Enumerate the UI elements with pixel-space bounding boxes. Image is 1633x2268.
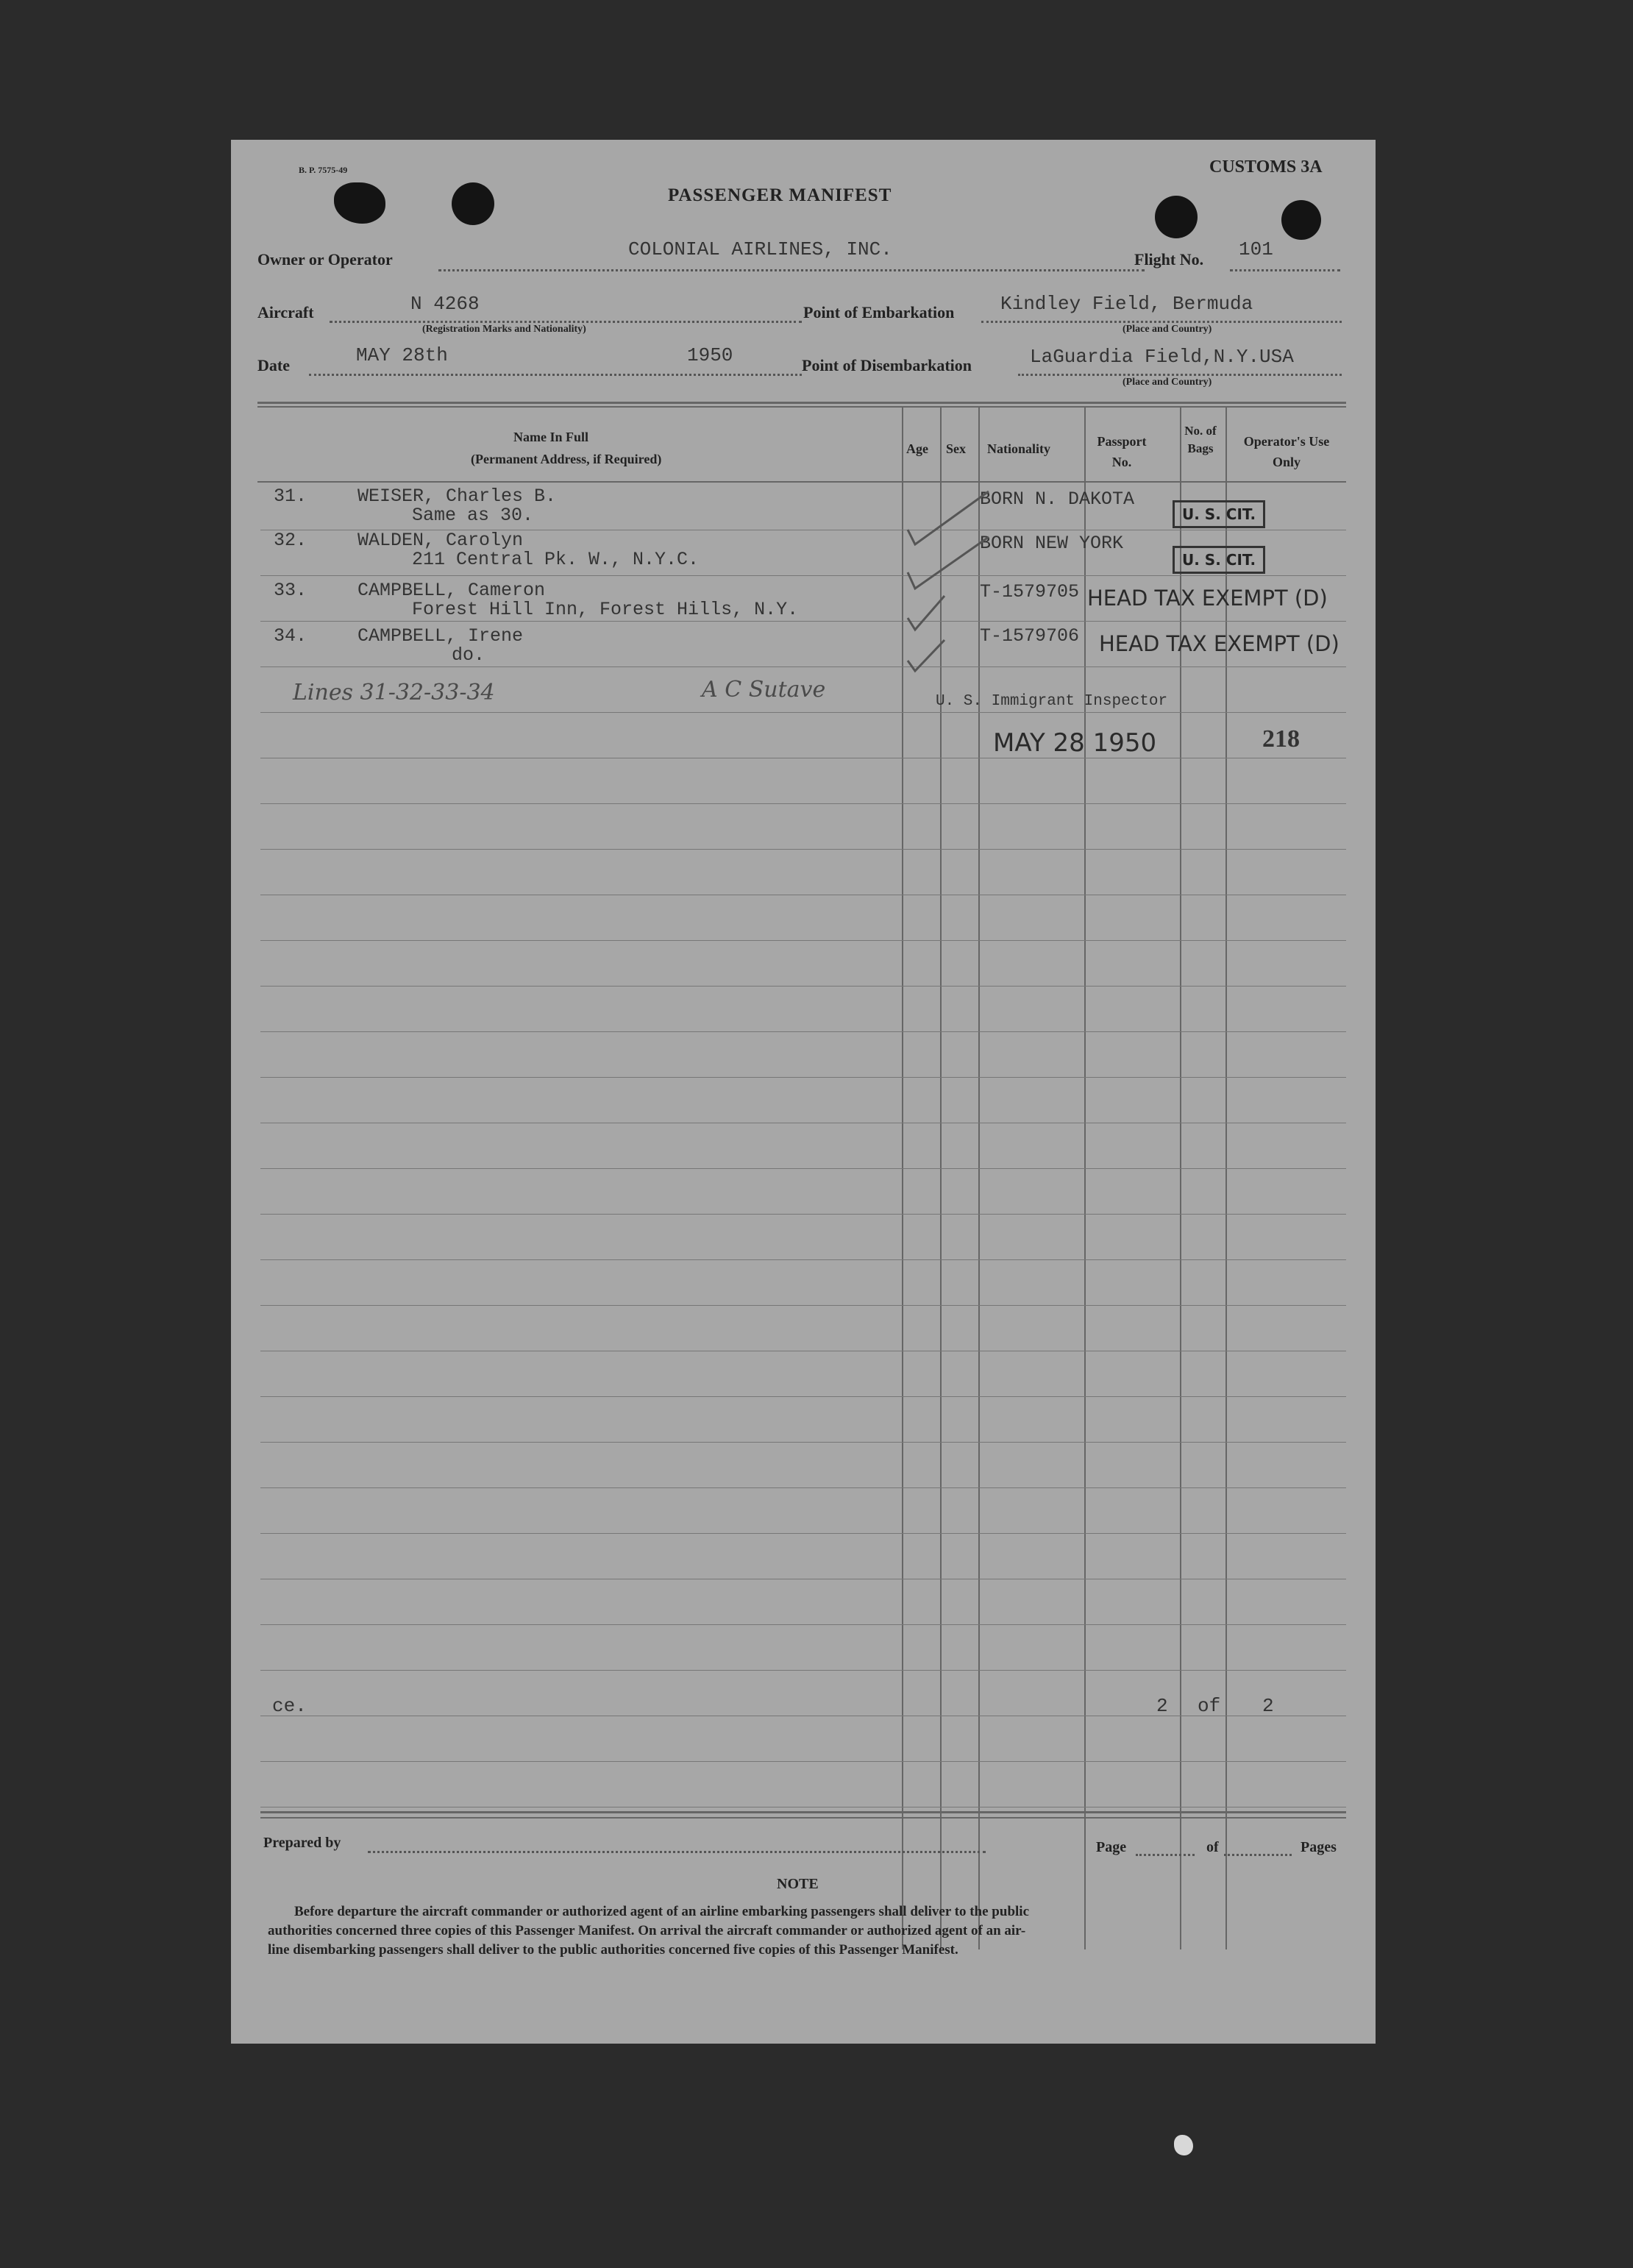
passenger-name: WEISER, Charles B. <box>357 486 557 507</box>
head-tax-stamp: HEAD TAX EXEMPT (D) <box>1087 586 1328 611</box>
page-number: 2 <box>1156 1695 1168 1717</box>
date-year: 1950 <box>687 344 733 366</box>
citizen-stamp: U. S. CIT. <box>1173 546 1265 574</box>
record-number: 218 <box>1262 725 1300 753</box>
passenger-address: 211 Central Pk. W., N.Y.C. <box>412 549 700 570</box>
table-bottom-rule-1 <box>260 1811 1346 1813</box>
note-line-1: Before departure the aircraft commander or authorized agent of an airline embarking passengers shall deliver to the public <box>294 1904 1030 1919</box>
passenger-address: do. <box>452 644 485 666</box>
aircraft-sublabel: (Registration Marks and Nationality) <box>422 324 586 335</box>
row-rule <box>260 849 1346 850</box>
prepared-line <box>368 1851 986 1853</box>
embark-sublabel: (Place and Country) <box>1123 324 1212 335</box>
aircraft-line <box>330 321 802 323</box>
date-value: MAY 28th <box>356 344 448 366</box>
table-bottom-rule-2 <box>260 1817 1346 1819</box>
form-code: B. P. 7575-49 <box>299 165 348 175</box>
row-rule <box>260 575 1346 576</box>
pages-label: Pages <box>1301 1839 1337 1855</box>
passenger-name: CAMPBELL, Irene <box>357 625 524 647</box>
row-rule <box>260 1533 1346 1534</box>
row-rule <box>260 621 1346 622</box>
passenger-address: Forest Hill Inn, Forest Hills, N.Y. <box>412 599 799 620</box>
col-nationality-header: Nationality <box>987 441 1051 456</box>
table-top-rule-2 <box>257 406 1346 408</box>
inspector-signature: A C Sutave <box>702 677 826 703</box>
row-number: 32. <box>274 530 307 551</box>
punch-hole-1 <box>334 182 385 224</box>
passenger-nationality: BORN NEW YORK <box>980 533 1124 554</box>
head-tax-stamp: HEAD TAX EXEMPT (D) <box>1099 631 1340 656</box>
row-number: 34. <box>274 625 307 647</box>
embark-value: Kindley Field, Bermuda <box>1000 293 1253 315</box>
citizen-stamp: U. S. CIT. <box>1173 500 1265 528</box>
owner-value: COLONIAL AIRLINES, INC. <box>628 238 892 260</box>
row-rule <box>260 1168 1346 1169</box>
note-line-3: line disembarking passengers shall deliver to the public authorities concerned five copies of this Passenger Manifest. <box>268 1942 958 1958</box>
embark-line <box>981 321 1342 323</box>
passenger-address: Same as 30. <box>412 505 534 526</box>
row-rule <box>260 1259 1346 1260</box>
disembark-line <box>1018 374 1342 376</box>
col-sex-header: Sex <box>946 441 966 456</box>
note-line-2: authorities concerned three copies of this Passenger Manifest. On arrival the aircraft commander or authorized agent of an air- <box>268 1923 1026 1938</box>
manifest-sheet <box>231 140 1376 2044</box>
col-name-header: Name In Full <box>513 430 589 444</box>
row-rule <box>260 1077 1346 1078</box>
row-rule <box>260 1442 1346 1443</box>
prepared-label: Prepared by <box>263 1835 341 1851</box>
copies-note: ce. <box>272 1695 307 1717</box>
row-rule <box>260 712 1346 713</box>
handwritten-lines-note: Lines 31-32-33-34 <box>293 680 495 705</box>
table-top-rule-1 <box>257 402 1346 404</box>
flight-value: 101 <box>1239 238 1273 260</box>
disembark-label: Point of Disembarkation <box>802 356 972 374</box>
page-line <box>1136 1854 1195 1856</box>
header-bottom-rule <box>257 481 1346 483</box>
page-of: of <box>1198 1695 1221 1717</box>
row-rule <box>260 940 1346 941</box>
row-rule <box>260 1031 1346 1032</box>
row-rule <box>260 1487 1346 1488</box>
owner-label: Owner or Operator <box>257 250 393 269</box>
passenger-passport: T-1579705 <box>980 581 1080 602</box>
aircraft-value: N 4268 <box>410 293 480 315</box>
aircraft-label: Aircraft <box>257 303 314 321</box>
passenger-name: WALDEN, Carolyn <box>357 530 524 551</box>
of-label: of <box>1206 1839 1219 1855</box>
row-rule <box>260 1761 1346 1762</box>
disembark-value: LaGuardia Field,N.Y.USA <box>1030 346 1294 368</box>
stray-mark <box>1174 2135 1193 2155</box>
punch-hole-4 <box>1281 200 1321 240</box>
col-name-subheader: (Permanent Address, if Required) <box>471 452 662 466</box>
disembark-sublabel: (Place and Country) <box>1123 377 1212 388</box>
date-label: Date <box>257 356 290 374</box>
customs-label: CUSTOMS 3A <box>1209 157 1323 177</box>
punch-hole-3 <box>1155 196 1198 238</box>
passenger-passport: T-1579706 <box>980 625 1080 647</box>
embark-label: Point of Embarkation <box>803 303 955 321</box>
row-rule <box>260 986 1346 987</box>
row-number: 31. <box>274 486 307 507</box>
date-line <box>309 374 802 376</box>
owner-line <box>438 269 1145 271</box>
row-rule <box>260 1396 1346 1397</box>
col-divider-passport <box>1084 408 1086 1949</box>
form-title: PASSENGER MANIFEST <box>668 185 892 205</box>
col-operator-header: Operator's Use Only <box>1243 434 1330 469</box>
flight-label: Flight No. <box>1134 250 1204 269</box>
col-bags-header: No. of Bags <box>1184 424 1217 455</box>
passenger-name: CAMPBELL, Cameron <box>357 580 546 601</box>
row-rule <box>260 1670 1346 1671</box>
of-line <box>1224 1854 1292 1856</box>
passenger-nationality: BORN N. DAKOTA <box>980 488 1135 510</box>
row-rule <box>260 803 1346 804</box>
col-age-header: Age <box>906 441 928 456</box>
row-rule <box>260 666 1346 667</box>
inspector-title: U. S. Immigrant Inspector <box>936 693 1168 710</box>
flight-line <box>1230 269 1340 271</box>
page-total: 2 <box>1262 1695 1274 1717</box>
row-rule <box>260 1305 1346 1306</box>
page-label: Page <box>1096 1839 1127 1855</box>
row-number: 33. <box>274 580 307 601</box>
col-passport-header: Passport No. <box>1097 434 1147 469</box>
note-title: NOTE <box>777 1876 819 1892</box>
punch-hole-2 <box>452 182 494 225</box>
row-rule <box>260 1214 1346 1215</box>
row-rule <box>260 1624 1346 1625</box>
inspection-date-stamp: MAY 28 1950 <box>993 728 1157 758</box>
check-marks <box>893 486 996 677</box>
